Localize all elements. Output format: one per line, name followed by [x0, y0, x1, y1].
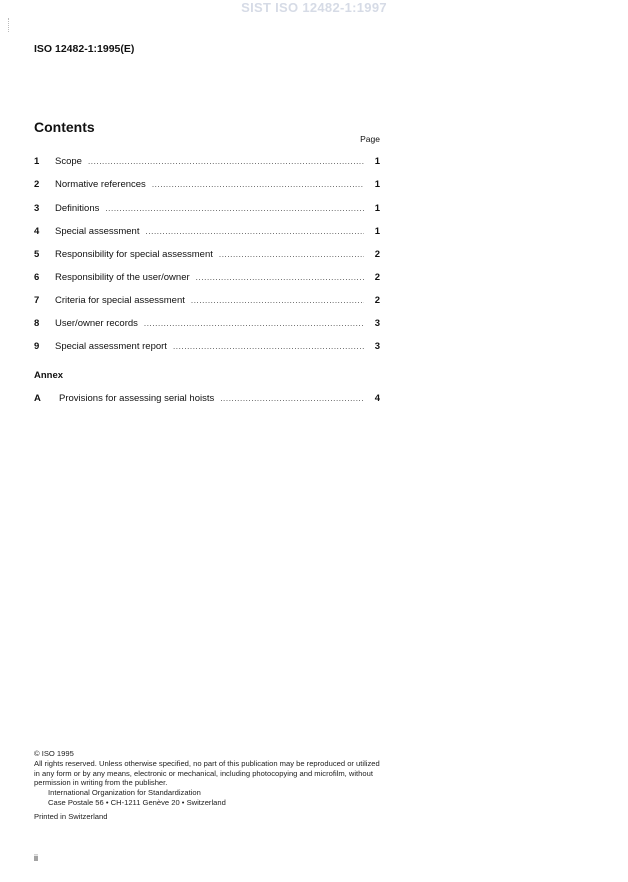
toc-entry-page: 1 — [374, 203, 380, 214]
toc-leader-dots — [219, 250, 364, 259]
page-number: ii — [34, 853, 38, 863]
toc-entry-page: 2 — [374, 249, 380, 260]
toc-leader-dots — [144, 319, 364, 328]
toc-entry-number: 9 — [34, 341, 40, 352]
toc-entry-number: 3 — [34, 203, 40, 214]
toc-entry-page: 2 — [374, 272, 380, 283]
toc-entry-annex-a[interactable] — [34, 393, 380, 407]
toc-entry-responsibility-special-assessment[interactable] — [34, 249, 380, 263]
printed-in: Printed in Switzerland — [34, 811, 108, 821]
toc-leader-dots — [191, 296, 364, 305]
toc-entry-user-owner-records[interactable] — [34, 318, 380, 332]
toc-entry-title: Definitions — [55, 203, 100, 214]
toc-entry-number: 2 — [34, 179, 40, 190]
toc-entry-title: User/owner records — [55, 318, 138, 329]
toc-entry-number: 1 — [34, 156, 40, 167]
toc-entry-title: Normative references — [55, 179, 146, 190]
toc-leader-dots — [152, 180, 364, 189]
organization-address: Case Postale 56 • CH-1211 Genève 20 • Switzerland — [48, 797, 226, 807]
toc-entry-page: 2 — [374, 295, 380, 306]
toc-entry-number: 6 — [34, 272, 40, 283]
organization-name: International Organization for Standardization — [48, 788, 201, 798]
toc-entry-page: 3 — [374, 318, 380, 329]
toc-entry-title: Special assessment report — [55, 341, 167, 352]
page-column-label: Page — [360, 134, 380, 144]
toc-entry-page: 1 — [374, 156, 380, 167]
toc-entry-title: Responsibility of the user/owner — [55, 272, 190, 283]
toc-leader-dots — [196, 273, 364, 282]
toc-entry-special-assessment-report[interactable] — [34, 341, 380, 355]
toc-entry-title: Special assessment — [55, 226, 140, 237]
toc-entry-number: 5 — [34, 249, 40, 260]
toc-entry-criteria[interactable] — [34, 295, 380, 309]
toc-entry-number: 8 — [34, 318, 40, 329]
document-id: ISO 12482-1:1995(E) — [34, 43, 135, 55]
toc-entry-title: Provisions for assessing serial hoists — [59, 393, 215, 404]
toc-entry-page: 1 — [374, 226, 380, 237]
toc-leader-dots — [220, 394, 364, 403]
toc-entry-responsibility-user-owner[interactable] — [34, 272, 380, 286]
toc-entry-number: 7 — [34, 295, 40, 306]
toc-entry-title: Criteria for special assessment — [55, 295, 185, 306]
toc-entry-normative-references[interactable] — [34, 179, 380, 193]
toc-entry-title: Responsibility for special assessment — [55, 249, 213, 260]
toc-leader-dots — [88, 157, 364, 166]
toc-leader-dots — [105, 204, 364, 213]
toc-entry-page: 3 — [374, 341, 380, 352]
toc-leader-dots — [145, 227, 364, 236]
annex-heading: Annex — [34, 370, 64, 381]
toc-leader-dots — [173, 342, 364, 351]
toc-entry-definitions[interactable] — [34, 203, 380, 217]
copyright-block — [34, 749, 382, 822]
toc-entry-page: 1 — [374, 179, 380, 190]
toc-entry-special-assessment[interactable] — [34, 226, 380, 240]
toc-entry-number: 4 — [34, 226, 40, 237]
scan-edge-mark — [8, 18, 10, 32]
rights-text: All rights reserved. Unless otherwise specified, no part of this publication may be reproduced or utilized in any form or by any means, electronic or mechanical, including photocopying and microfilm, without permission in writing from the publisher. — [34, 758, 380, 788]
toc-entry-scope[interactable] — [34, 156, 380, 170]
toc-entry-number: A — [34, 393, 41, 404]
contents-heading: Contents — [34, 119, 95, 135]
toc-entry-page: 4 — [374, 393, 380, 404]
toc-entry-title: Scope — [55, 156, 82, 167]
watermark: SIST ISO 12482-1:1997 — [241, 0, 387, 15]
copyright-line: © ISO 1995 — [34, 749, 74, 758]
